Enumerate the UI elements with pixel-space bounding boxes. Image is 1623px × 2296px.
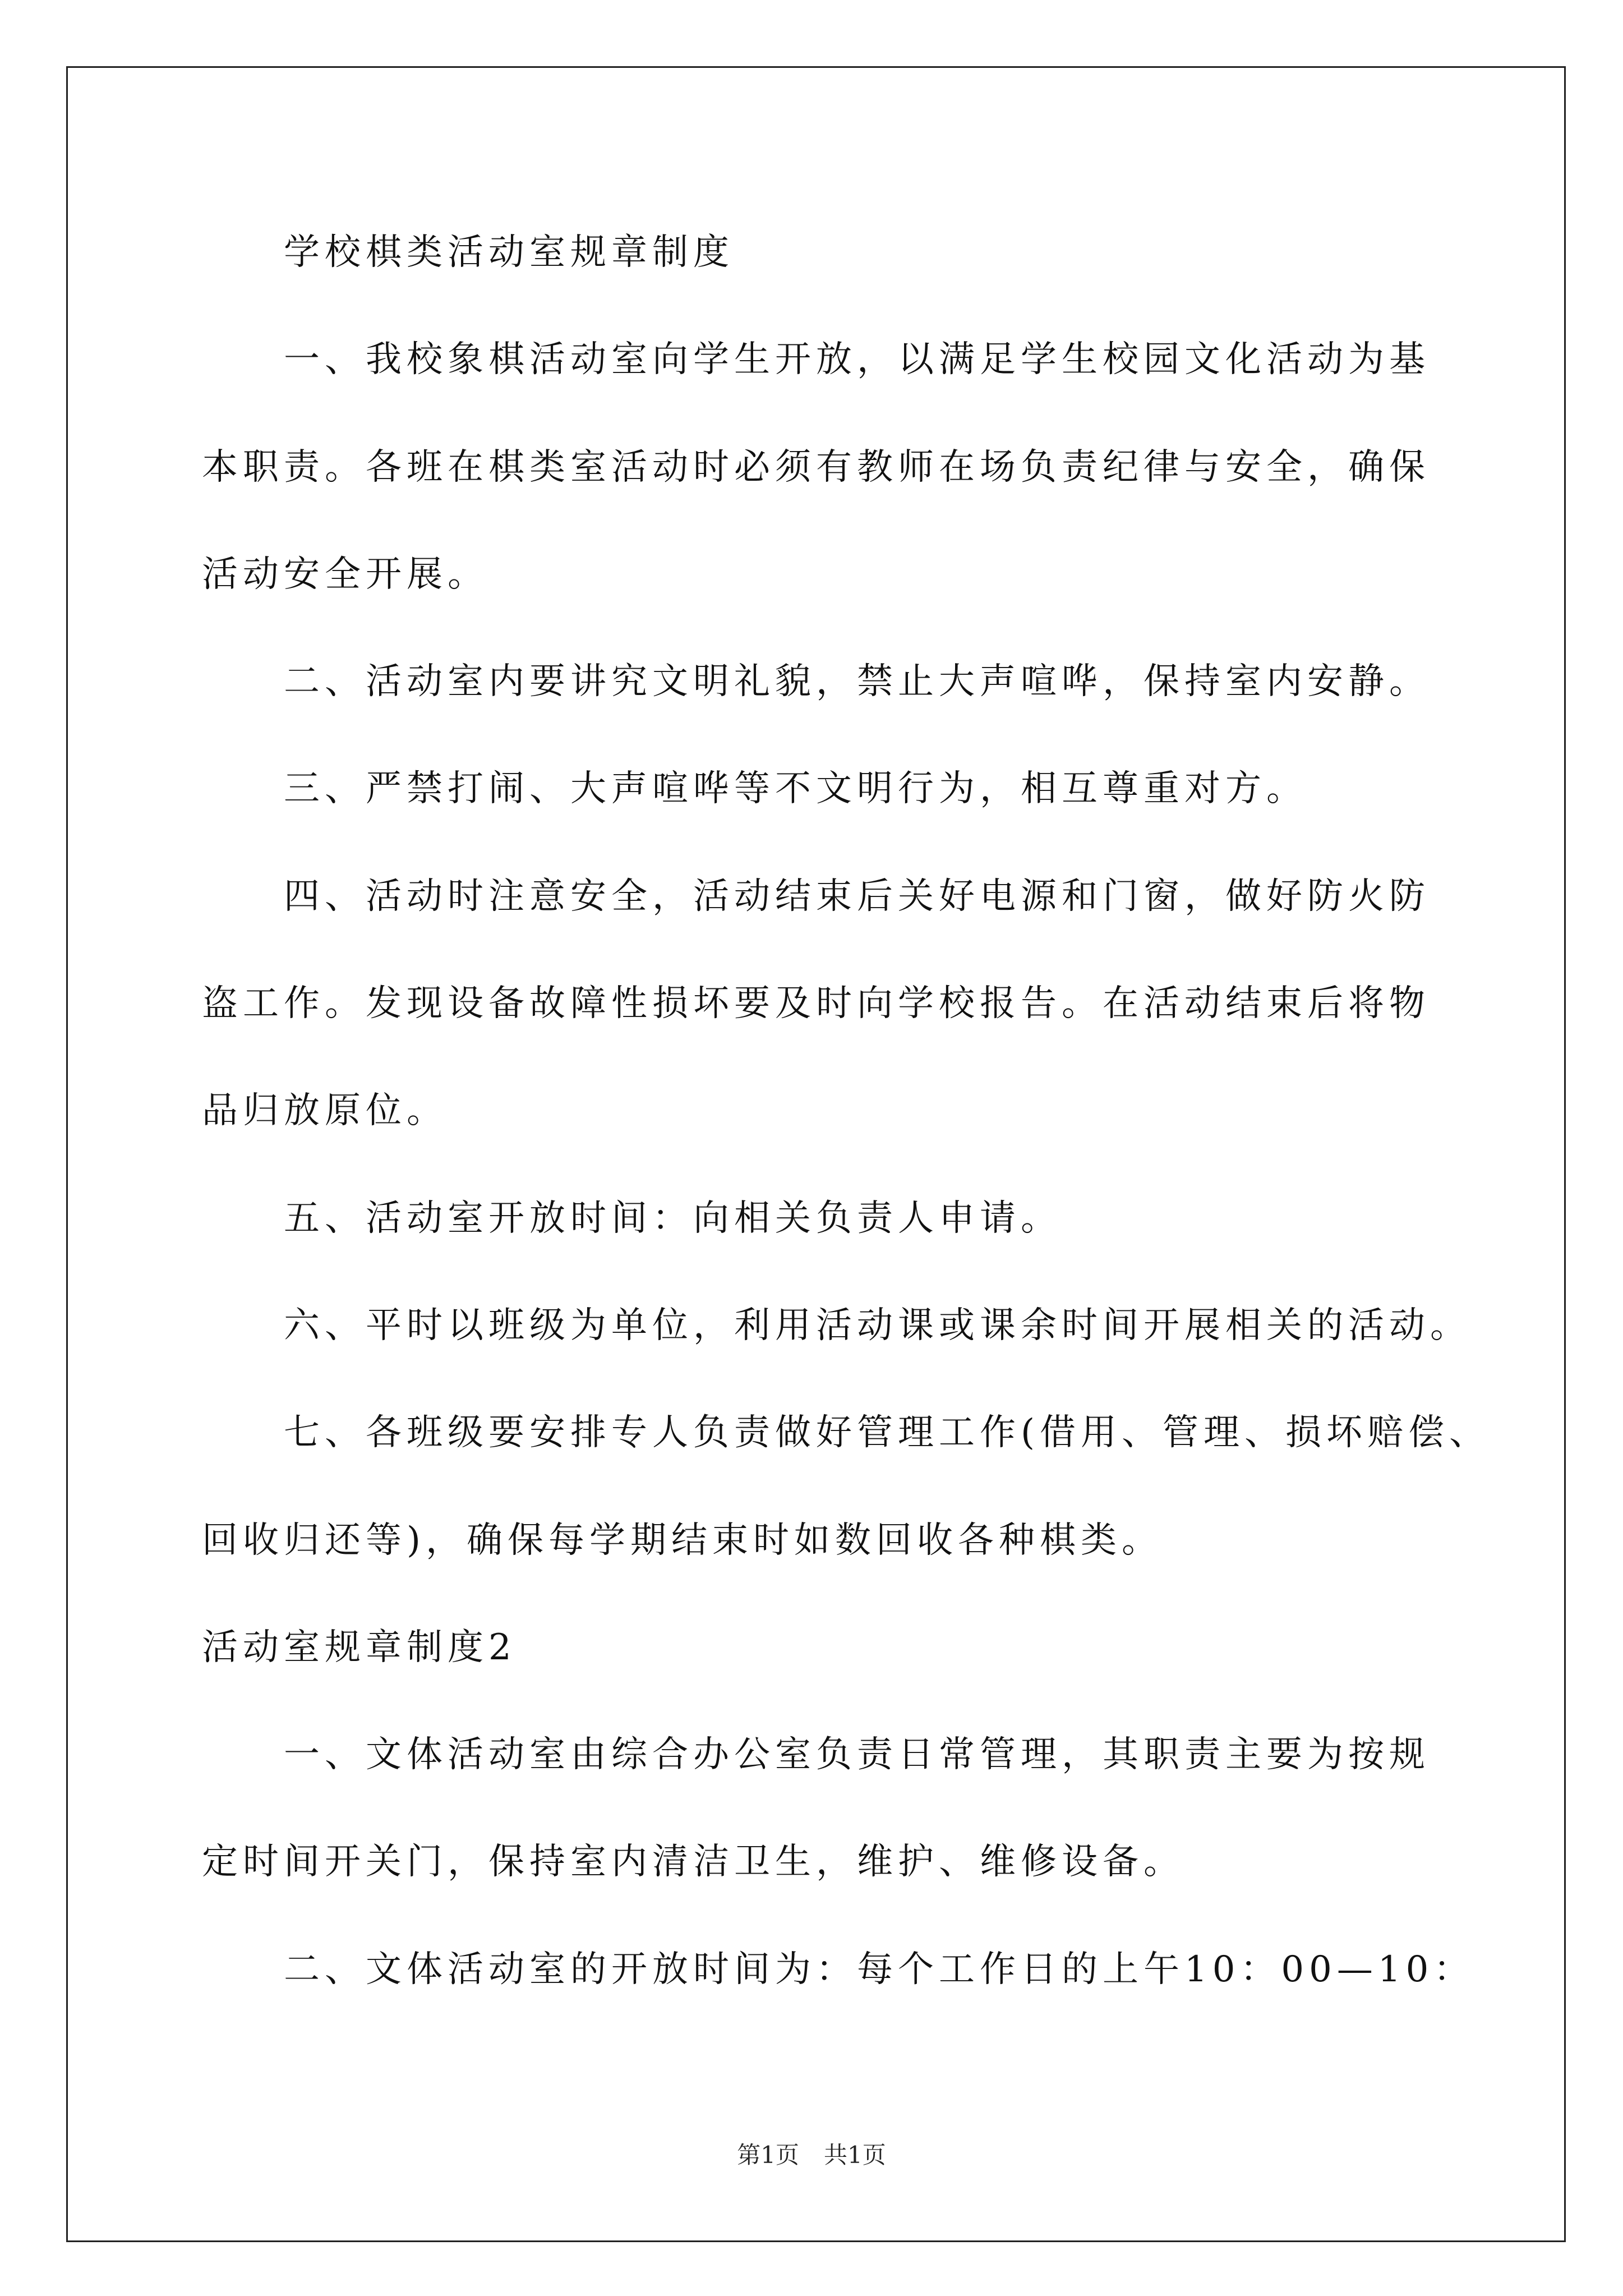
paragraph-line: 定时间开关门，保持室内清洁卫生，维护、维修设备。 xyxy=(202,1841,1184,1883)
paragraph-line: 品归放原位。 xyxy=(202,1090,448,1132)
paragraph-line: 三、严禁打闹、大声喧哗等不文明行为，相互尊重对方。 xyxy=(284,768,1307,810)
paragraph-line: 本职责。各班在棋类室活动时必须有教师在场负责纪律与安全，确保 xyxy=(202,446,1430,488)
page-number: 第1页 xyxy=(737,2141,799,2169)
paragraph-line: 二、活动室内要讲究文明礼貌，禁止大声喧哗，保持室内安静。 xyxy=(284,661,1430,703)
paragraph-line: 一、我校象棋活动室向学生开放，以满足学生校园文化活动为基 xyxy=(284,339,1430,381)
section-heading: 活动室规章制度2 xyxy=(202,1626,517,1668)
paragraph-line: 四、活动时注意安全，活动结束后关好电源和门窗，做好防火防 xyxy=(284,875,1430,917)
paragraph-line: 七、各班级要安排专人负责做好管理工作(借用、管理、损坏赔偿、 xyxy=(284,1412,1490,1454)
paragraph-line: 一、文体活动室由综合办公室负责日常管理，其职责主要为按规 xyxy=(284,1734,1430,1776)
paragraph-line: 二、文体活动室的开放时间为：每个工作日的上午10：00—10： xyxy=(284,1948,1475,1990)
page-total: 共1页 xyxy=(824,2141,886,2169)
paragraph-line: 盗工作。发现设备故障性损坏要及时向学校报告。在活动结束后将物 xyxy=(202,983,1430,1025)
page-footer xyxy=(0,2142,1623,2169)
paragraph-line: 活动安全开展。 xyxy=(202,553,488,595)
paragraph-line: 六、平时以班级为单位，利用活动课或课余时间开展相关的活动。 xyxy=(284,1304,1471,1346)
document-body xyxy=(202,199,1492,2023)
doc-title: 学校棋类活动室规章制度 xyxy=(284,232,734,273)
paragraph-line: 回收归还等)，确保每学期结束时如数回收各种棋类。 xyxy=(202,1519,1163,1561)
paragraph-line: 五、活动室开放时间：向相关负责人申请。 xyxy=(284,1197,1062,1239)
